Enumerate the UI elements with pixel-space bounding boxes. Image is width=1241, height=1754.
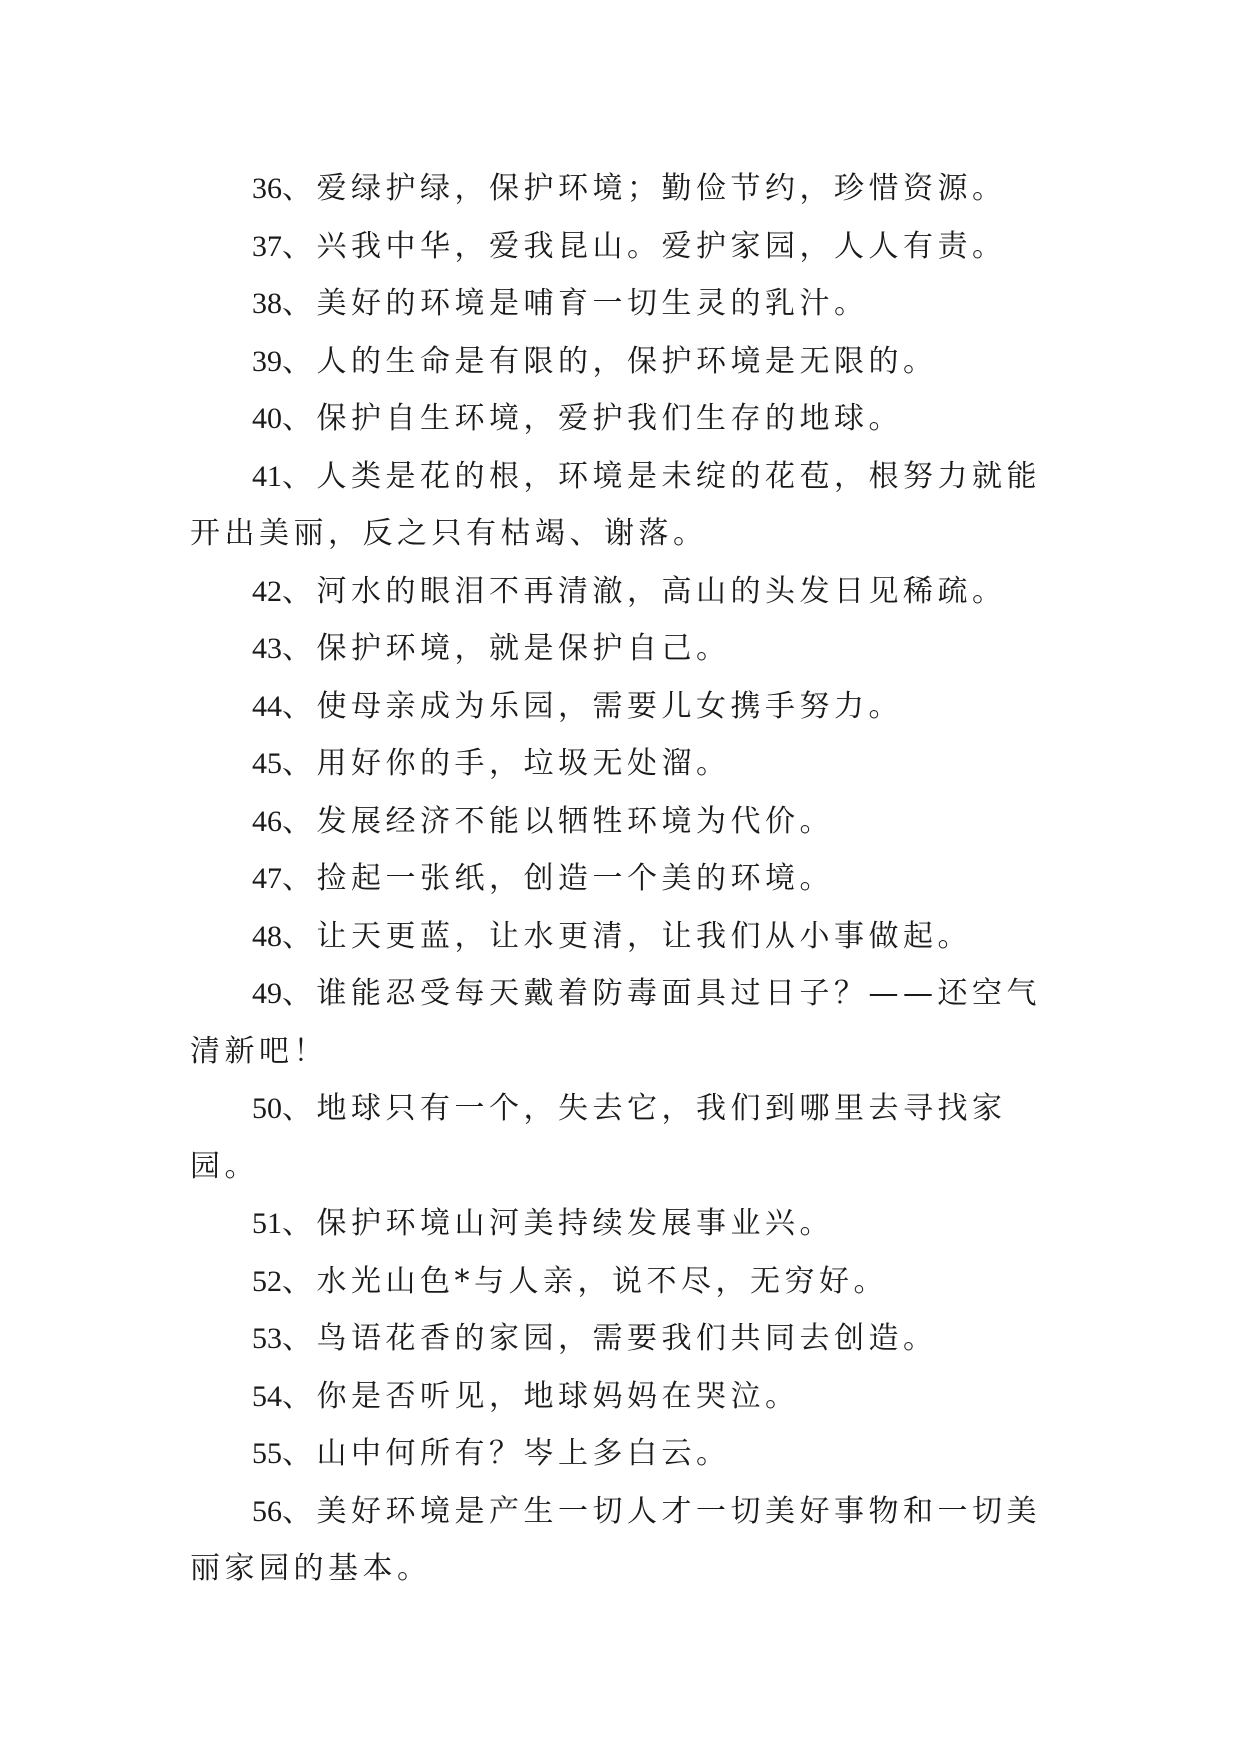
list-item	[190, 1425, 1070, 1483]
item-text: 、保护自生环境，爱护我们生存的地球。	[282, 401, 903, 436]
list-item	[190, 735, 1070, 793]
item-text: 、鸟语花香的家园，需要我们共同去创造。	[282, 1321, 938, 1356]
item-text: 、美好环境是产生一切人才一切美好事物和一切美丽家园的基本。	[190, 1493, 1041, 1586]
list-item	[190, 793, 1070, 851]
item-text: 、发展经济不能以牺牲环境为代价。	[282, 803, 834, 839]
item-text: 、山中何所有？岑上多白云。	[282, 1436, 731, 1471]
item-number: 40	[252, 402, 282, 435]
item-text: 、让天更蓝，让水更清，让我们从小事做起。	[282, 918, 972, 954]
list-item	[190, 390, 1070, 448]
item-number: 50	[252, 1092, 282, 1125]
list-item	[190, 1368, 1070, 1426]
item-text: 、河水的眼泪不再清澈，高山的头发日见稀疏。	[282, 573, 1007, 609]
list-item	[190, 908, 1070, 966]
list-item	[190, 1483, 1070, 1598]
item-text: 、水光山色*与人亲，说不尽，无穷好。	[282, 1263, 888, 1299]
item-number: 55	[252, 1437, 282, 1470]
list-item	[190, 850, 1070, 908]
list-item	[190, 965, 1070, 1080]
item-text: 、捡起一张纸，创造一个美的环境。	[282, 861, 834, 896]
slogan-list	[190, 160, 1070, 1598]
list-item	[190, 333, 1070, 391]
list-item	[190, 563, 1070, 621]
list-item	[190, 275, 1070, 333]
item-number: 48	[252, 919, 282, 953]
list-item	[190, 218, 1070, 276]
item-number: 51	[252, 1207, 282, 1240]
item-number: 45	[252, 747, 282, 780]
list-item	[190, 1253, 1070, 1311]
item-number: 39	[252, 344, 282, 378]
item-text: 、人类是花的根，环境是未绽的花苞，根努力就能开出美丽，反之只有枯竭、谢落。	[190, 458, 1041, 551]
item-text: 、人的生命是有限的，保护环境是无限的。	[282, 343, 938, 379]
list-item	[190, 620, 1070, 678]
item-text: 、保护环境，就是保护自己。	[282, 631, 731, 666]
item-number: 56	[252, 1494, 282, 1528]
item-text: 、美好的环境是哺育一切生灵的乳汁。	[282, 286, 869, 321]
item-text: 、用好你的手，垃圾无处溜。	[282, 746, 731, 781]
item-number: 37	[252, 229, 282, 263]
item-text: 、保护环境山河美持续发展事业兴。	[282, 1206, 834, 1241]
item-number: 54	[252, 1379, 282, 1413]
list-item	[190, 160, 1070, 218]
item-number: 43	[252, 632, 282, 665]
item-number: 47	[252, 862, 282, 895]
list-item	[190, 1080, 1070, 1195]
item-number: 52	[252, 1264, 282, 1298]
item-text: 、地球只有一个，失去它，我们到哪里去寻找家园。	[190, 1091, 1007, 1184]
item-text: 、谁能忍受每天戴着防毒面具过日子？——还空气清新吧！	[190, 976, 1041, 1069]
item-number: 44	[252, 689, 282, 723]
item-text: 、兴我中华，爱我昆山。爱护家园，人人有责。	[282, 228, 1007, 264]
list-item	[190, 1195, 1070, 1253]
list-item	[190, 1310, 1070, 1368]
item-text: 、你是否听见，地球妈妈在哭泣。	[282, 1378, 800, 1414]
item-number: 41	[252, 459, 282, 493]
list-item	[190, 448, 1070, 563]
item-text: 、使母亲成为乐园，需要儿女携手努力。	[282, 688, 903, 724]
item-number: 36	[252, 172, 282, 205]
item-text: 、爱绿护绿，保护环境；勤俭节约，珍惜资源。	[282, 171, 1007, 206]
item-number: 42	[252, 574, 282, 608]
item-number: 53	[252, 1322, 282, 1355]
list-item	[190, 678, 1070, 736]
item-number: 38	[252, 287, 282, 320]
item-number: 49	[252, 977, 282, 1010]
item-number: 46	[252, 804, 282, 838]
